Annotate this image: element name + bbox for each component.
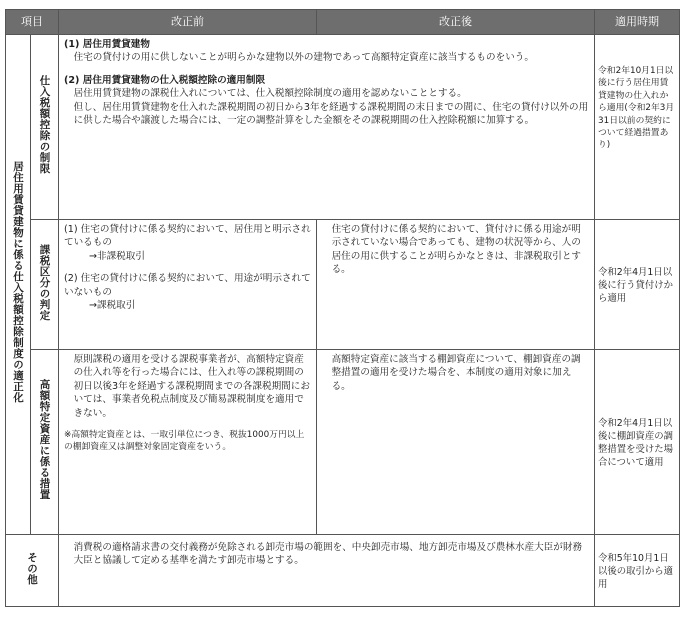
row3-before-1: 原則課税の適用を受ける課税事業者が、高額特定資産の仕入れ等を行った場合には、仕入れ等の課税期間の初日以後3年を経過する課税期間までの各課税期間においては、事業者免税点制度及び簡易課税制度を適用できない。 <box>73 354 310 419</box>
row1-content <box>59 35 595 220</box>
row1-period: 令和2年10月1日以後に行う居住用賃貸建物の仕入れから適用(令和2年3月31日以前の契約について経過措置あり) <box>595 35 680 220</box>
row2-before-2-result: →課税取引 <box>88 300 136 312</box>
header-after: 改正後 <box>317 10 595 35</box>
row2-after-text: 住宅の貸付けに係る契約において、貸付けに係る用途が明示されていない場合であっても、建物の状況等から、人の居住の用に供することが明らかなときは、非課税取引とする。 <box>331 224 582 276</box>
row2-label-cell <box>31 220 59 350</box>
row1-text-2: 居住用賃貸建物の課税仕入れについては、仕入税額控除制度の適用を認めないこととする。 <box>73 88 467 100</box>
row1-text-3: 但し、居住用賃貸建物を仕入れた課税期間の初日から3年を経過する課税期間の末日までの間に、住宅の貸付け以外の用に供した場合や譲渡した場合には、一定の調整計算をした金額をその課税期間の仕入控除税額に加算する。 <box>73 101 589 127</box>
row2-before <box>59 220 317 350</box>
row3-before <box>59 350 317 535</box>
row3-before-note: ※高額特定資産とは、一取引単位につき、税抜1000万円以上の棚卸資産又は調整対象固定資産をいう。 <box>64 430 305 453</box>
section2-title: その他 <box>26 551 38 585</box>
row-other <box>6 535 680 607</box>
row3-label-cell <box>31 350 59 535</box>
row3-after-text: 高額特定資産に該当する棚卸資産について、棚卸資産の調整措置の適用を受けた場合を、本制度の適用対象に加える。 <box>331 354 581 392</box>
section2-content <box>59 535 595 607</box>
row2-label: 課税区分の判定 <box>38 243 51 321</box>
row1-label-cell <box>31 35 59 220</box>
row2-before-1: (1) 住宅の貸付けに係る契約において、居住用と明示されているもの <box>64 224 311 249</box>
row3-period: 令和2年4月1日以後に棚卸資産の調整措置を受けた場合について適用 <box>595 350 680 535</box>
row1-text-1: 住宅の貸付けの用に供しないことが明らかな建物以外の建物であって高額特定資産に該当するものをいう。 <box>73 52 534 64</box>
section1-title-cell <box>6 35 31 535</box>
row1-label: 仕入税額控除の制限 <box>38 75 51 175</box>
row-input-tax-limit <box>6 35 680 220</box>
section2-body: 消費税の適格請求書の交付義務が免除される卸売市場の範囲を、中央卸売市場、地方卸売市場及び農林水産大臣が財務大臣と協議して定める基準を満たす卸売市場とする。 <box>73 542 583 567</box>
row2-before-1-result: →非課税取引 <box>88 250 145 262</box>
section2-period: 令和5年10月1日以後の取引から適用 <box>595 535 680 607</box>
row3-after <box>317 350 595 535</box>
section2-title-cell <box>6 535 59 607</box>
row2-before-2: (2) 住宅の貸付けに係る契約において、用途が明示されていないもの <box>64 273 311 298</box>
header-row <box>6 10 680 35</box>
row3-label: 高額特定資産に係る措置 <box>38 379 51 501</box>
row2-period: 令和2年4月1日以後に行う貸付けから適用 <box>595 220 680 350</box>
header-period: 適用時期 <box>595 10 680 35</box>
header-item: 項目 <box>6 10 59 35</box>
section1-title: 居住用賃貸建物に係る仕入税額控除制度の適正化 <box>12 161 24 404</box>
row2-after <box>317 220 595 350</box>
row1-heading-2: (2) 居住用賃貸建物の仕入税額控除の適用制限 <box>64 74 266 86</box>
header-before: 改正前 <box>59 10 317 35</box>
row-high-value-assets <box>6 350 680 535</box>
row-tax-classification <box>6 220 680 350</box>
tax-reform-table <box>5 9 680 607</box>
row1-heading-1: (1) 居住用賃貸建物 <box>64 39 150 50</box>
